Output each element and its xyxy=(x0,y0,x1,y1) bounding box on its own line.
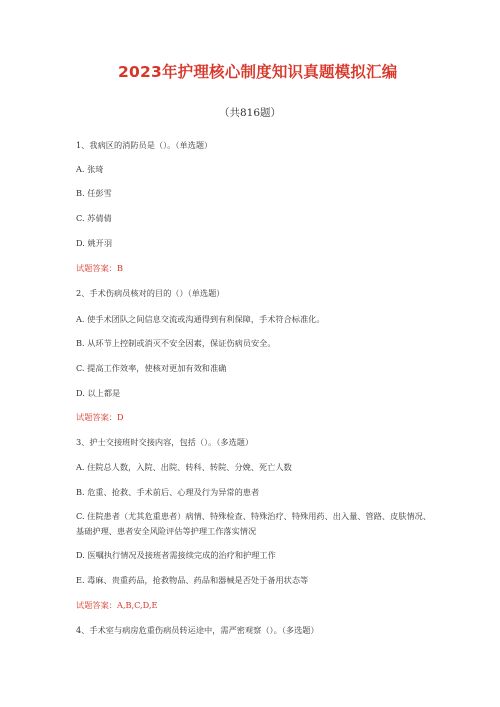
answer-label: 试题答案：B xyxy=(76,263,123,273)
option-a: A. 张琦 xyxy=(76,164,104,174)
question-stem: 1、我病区的消防员是（）。（单选题） xyxy=(76,140,213,150)
question-stem: 4、手术室与病房危重伤病员转运途中，需严密观察（）。（多选题） xyxy=(76,625,319,635)
option-c: C. 提高工作效率，使核对更加有效和准确 xyxy=(76,363,227,373)
question-stem: 2、手术伤病员核对的目的（）（单选题） xyxy=(76,288,225,298)
option-d: D. 医嘱执行情况及接班者需接续完成的治疗和护理工作 xyxy=(76,550,276,560)
answer-label: 试题答案：D xyxy=(76,412,124,422)
option-b: B. 危重、抢救、手术前后、心理及行为异常的患者 xyxy=(76,487,260,497)
answer-label: 试题答案：A,B,C,D,E xyxy=(76,600,158,610)
option-e: E. 毒麻、贵重药品，抢救物品、药品和器械是否处于备用状态等 xyxy=(76,575,309,585)
option-d: D. 以上都是 xyxy=(76,388,121,398)
option-a: A. 住院总人数，入院、出院、转科、转院、分娩、死亡人数 xyxy=(76,462,292,472)
option-b: B. 任彭雪 xyxy=(76,188,112,198)
question-stem: 3、护士交接班时交接内容，包括（）。（多选题） xyxy=(76,437,254,447)
option-c: C. 苏倩倩 xyxy=(76,213,112,223)
option-a: A. 使手术团队之间信息交流或沟通得到有利保障，手术符合标准化。 xyxy=(76,314,325,324)
question-count: （共816题） xyxy=(218,107,282,119)
document-title: 2023年护理核心制度知识真题模拟汇编 xyxy=(118,63,398,81)
option-c: C. 住院患者（尤其危重患者）病情、特殊检查、特殊治疗、特殊用药、出入量、管路、皮肤情况、基础护理、患者安全风险评估等护理工作落实情况 xyxy=(76,511,432,536)
option-d: D. 姚开羽 xyxy=(76,238,113,248)
option-b: B. 从环节上控制或消灭不安全因素，保证伤病员安全。 xyxy=(76,338,276,348)
